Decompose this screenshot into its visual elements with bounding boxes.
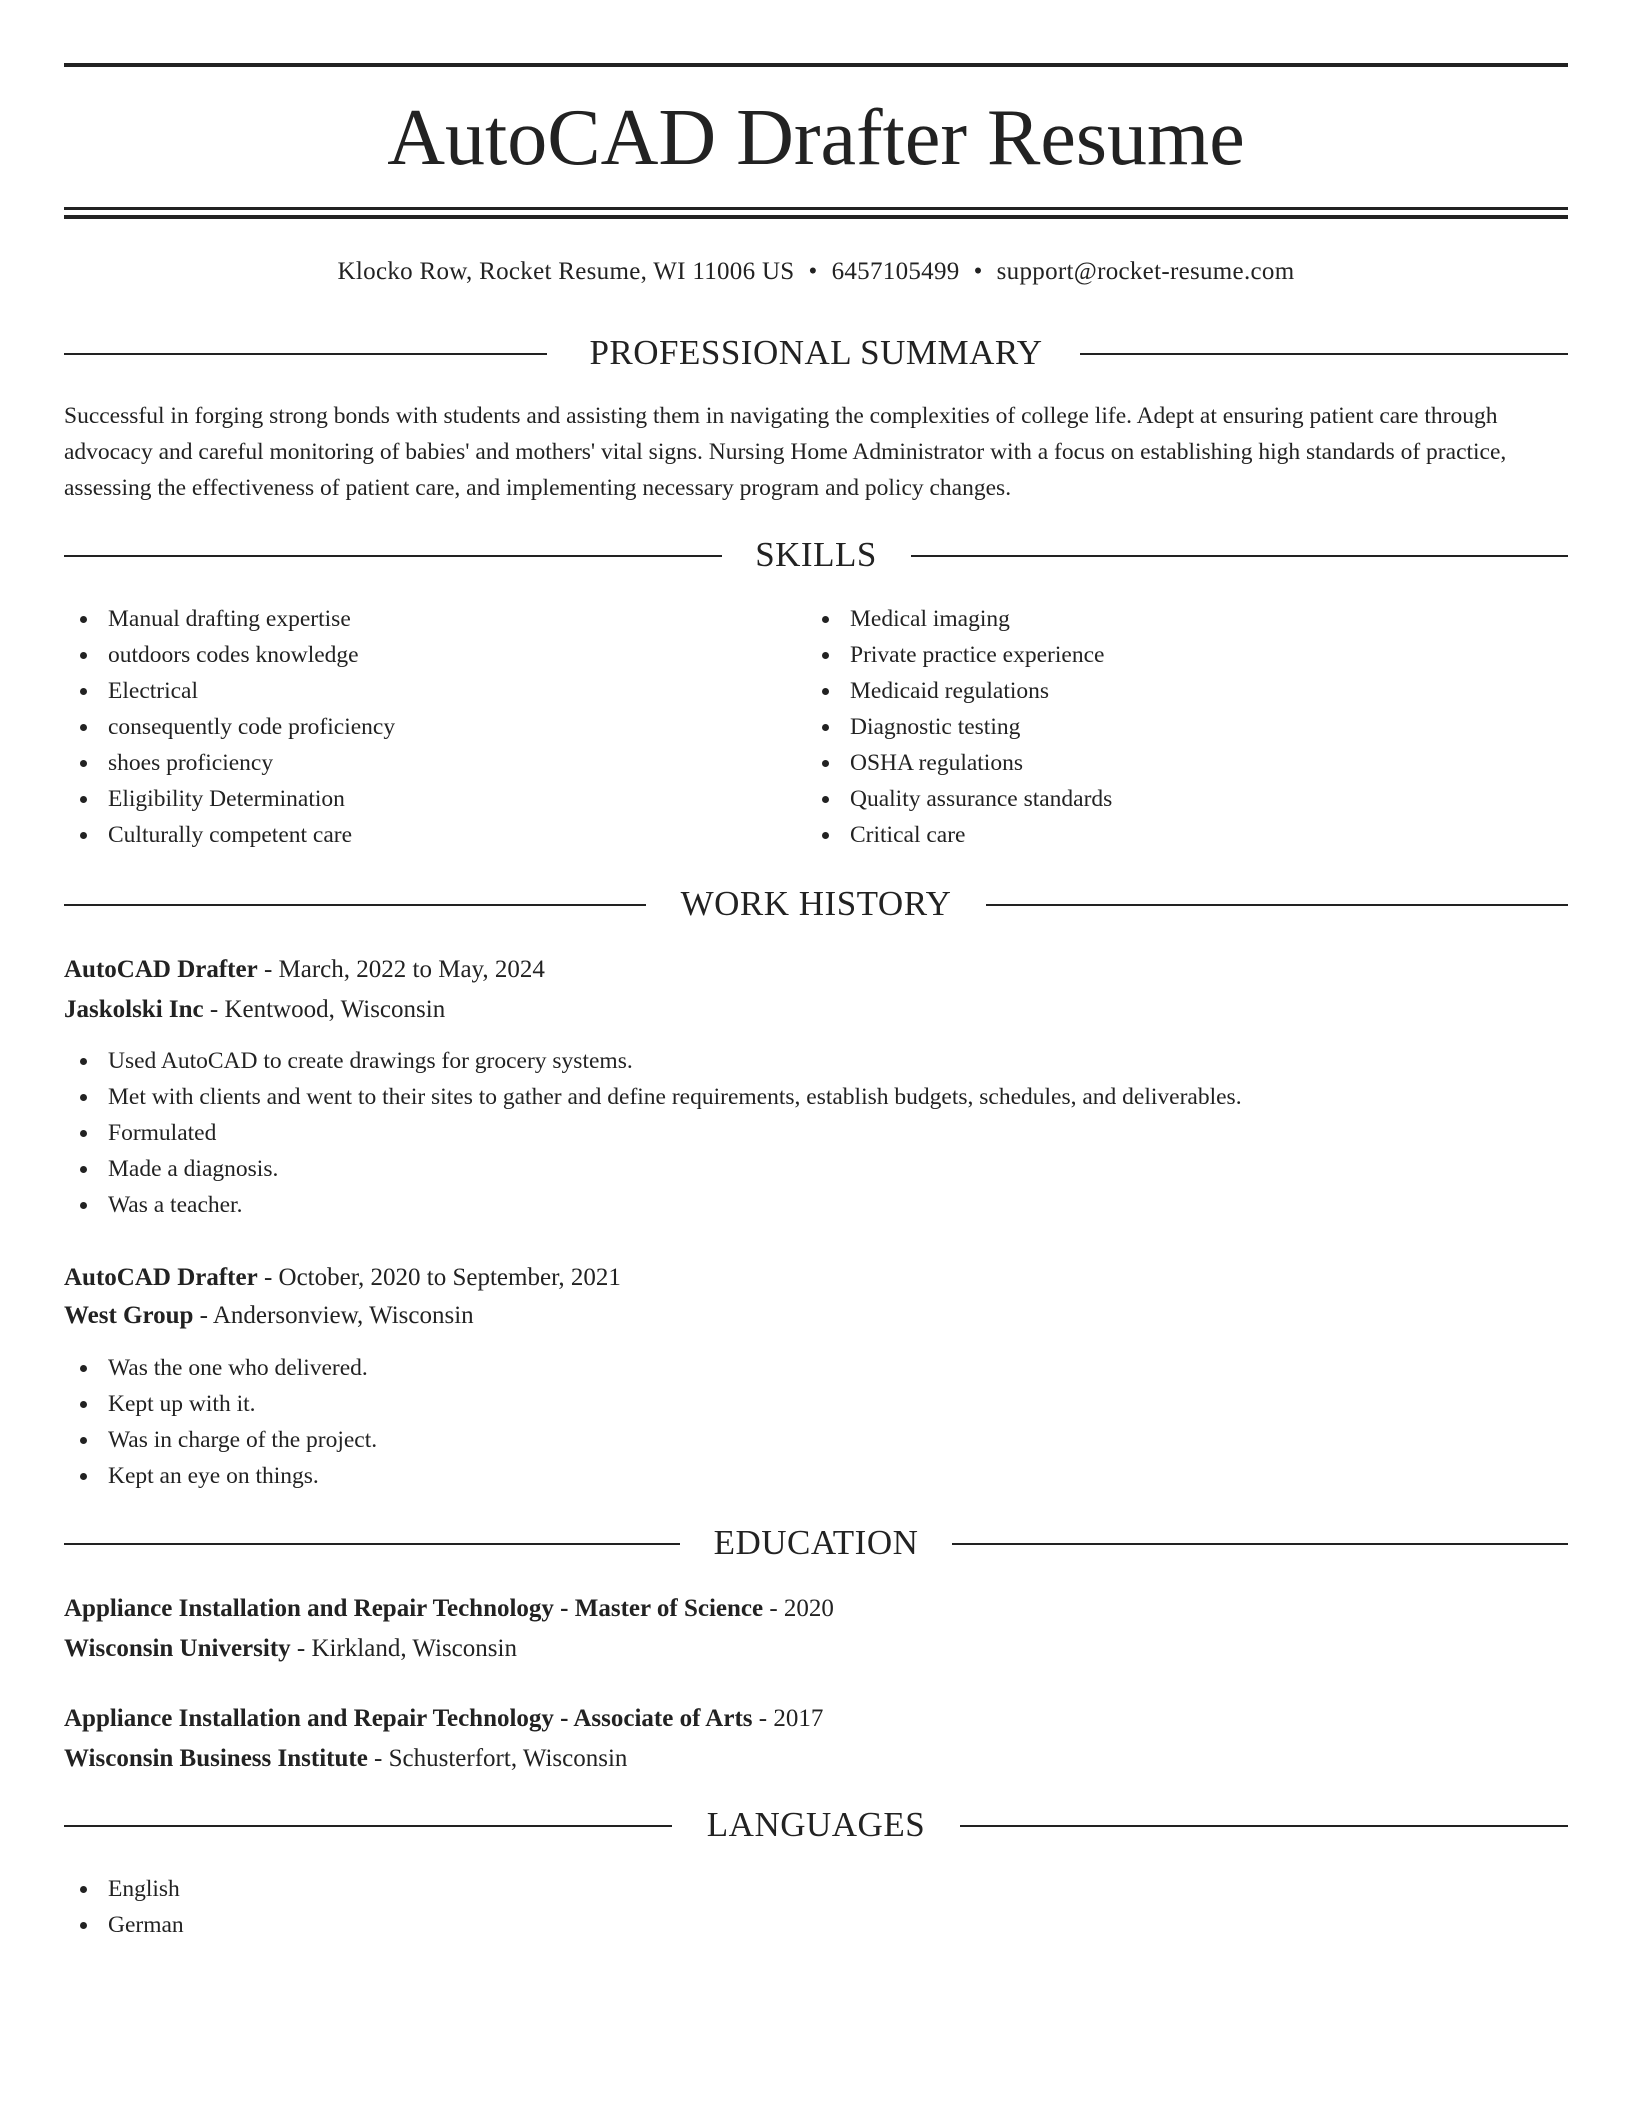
education-degree-line: [64, 1590, 834, 1628]
job-bullet: Made a diagnosis.: [64, 1151, 1242, 1187]
languages-list: [64, 1871, 184, 1943]
skill-item: Critical care: [806, 817, 1112, 853]
section-heading-languages: [64, 1805, 1568, 1845]
education-degree: Appliance Installation and Repair Technology - Master of Science: [64, 1595, 764, 1622]
education-school: Wisconsin University: [64, 1635, 291, 1662]
skill-item: Electrical: [64, 673, 395, 709]
section-title: SKILLS: [755, 535, 877, 574]
skill-item: Quality assurance standards: [806, 781, 1112, 817]
job-dates: - October, 2020 to September, 2021: [257, 1264, 621, 1291]
skills-list-left: [64, 601, 395, 853]
job-bullets: [64, 1043, 1242, 1223]
skill-item: Private practice experience: [806, 637, 1112, 673]
contact-phone[interactable]: 6457105499: [831, 258, 960, 285]
education-year: - 2017: [752, 1705, 824, 1732]
section-heading-work: [64, 884, 1568, 924]
job-company-line: [64, 1297, 474, 1335]
section-heading-summary: [64, 333, 1568, 373]
skill-item: OSHA regulations: [806, 745, 1112, 781]
education-location: - Kirkland, Wisconsin: [290, 1635, 517, 1662]
section-title: PROFESSIONAL SUMMARY: [589, 333, 1043, 372]
education-degree: Appliance Installation and Repair Technology - Associate of Arts: [64, 1705, 753, 1732]
skill-item: Eligibility Determination: [64, 781, 395, 817]
page-title: AutoCAD Drafter Resume: [387, 94, 1245, 182]
skill-item: shoes proficiency: [64, 745, 395, 781]
contact-email[interactable]: support@rocket-resume.com: [996, 258, 1295, 285]
skill-item: Medical imaging: [806, 601, 1112, 637]
skill-item: Diagnostic testing: [806, 709, 1112, 745]
skill-item: outdoors codes knowledge: [64, 637, 395, 673]
skill-item: Culturally competent care: [64, 817, 395, 853]
skill-item: Manual drafting expertise: [64, 601, 395, 637]
section-title: WORK HISTORY: [680, 884, 952, 923]
job-title-line: [64, 951, 545, 989]
title-rule-lower: [64, 215, 1568, 219]
contact-separator: •: [808, 258, 818, 285]
skills-list-right: [806, 601, 1112, 853]
job-title-line: [64, 1259, 621, 1297]
skill-item: consequently code proficiency: [64, 709, 395, 745]
job-company-line: [64, 991, 445, 1029]
job-dates: - March, 2022 to May, 2024: [257, 956, 545, 983]
skill-item: Medicaid regulations: [806, 673, 1112, 709]
contact-address: Klocko Row, Rocket Resume, WI 11006 US: [337, 258, 795, 285]
job-title: AutoCAD Drafter: [64, 956, 258, 983]
education-degree-line: [64, 1700, 823, 1738]
job-bullet: Kept up with it.: [64, 1386, 377, 1422]
education-year: - 2020: [763, 1595, 834, 1622]
job-company: West Group: [64, 1302, 194, 1329]
summary-text: Successful in forging strong bonds with students and assisting them in navigating the complexities of college life. Adept at ensuring patient care through advocacy and careful monitoring of babies' and mothers' vital signs. Nursing Home Administrator with a focus on establishing high standards of practice, assessing the effectiveness of patient care, and implementing necessary program and policy changes.: [64, 403, 1507, 501]
title-rule-upper: [64, 207, 1568, 210]
job-bullet: Kept an eye on things.: [64, 1458, 377, 1494]
job-bullets: [64, 1350, 377, 1494]
job-bullet: Used AutoCAD to create drawings for grocery systems.: [64, 1043, 1242, 1079]
section-title: EDUCATION: [713, 1523, 919, 1562]
language-item: German: [64, 1907, 184, 1943]
education-school-line: [64, 1740, 627, 1778]
job-bullet: Was in charge of the project.: [64, 1422, 377, 1458]
job-bullet: Was a teacher.: [64, 1187, 1242, 1223]
job-bullet: Formulated: [64, 1115, 1242, 1151]
education-school-line: [64, 1630, 517, 1668]
job-title: AutoCAD Drafter: [64, 1264, 258, 1291]
contact-line: [64, 254, 1568, 290]
education-school: Wisconsin Business Institute: [64, 1745, 368, 1772]
language-item: English: [64, 1871, 184, 1907]
job-company: Jaskolski Inc: [64, 996, 204, 1023]
job-bullet: Was the one who delivered.: [64, 1350, 377, 1386]
section-heading-skills: [64, 535, 1568, 575]
job-bullet: Met with clients and went to their sites to gather and define requirements, establish budgets, schedules, and deliverables.: [64, 1079, 1242, 1115]
job-location: - Kentwood, Wisconsin: [203, 996, 446, 1023]
education-location: - Schusterfort, Wisconsin: [367, 1745, 628, 1772]
section-title: LANGUAGES: [706, 1805, 926, 1844]
contact-separator: •: [973, 258, 983, 285]
top-rule: [64, 63, 1568, 67]
job-location: - Andersonview, Wisconsin: [193, 1302, 474, 1329]
section-heading-education: [64, 1523, 1568, 1563]
